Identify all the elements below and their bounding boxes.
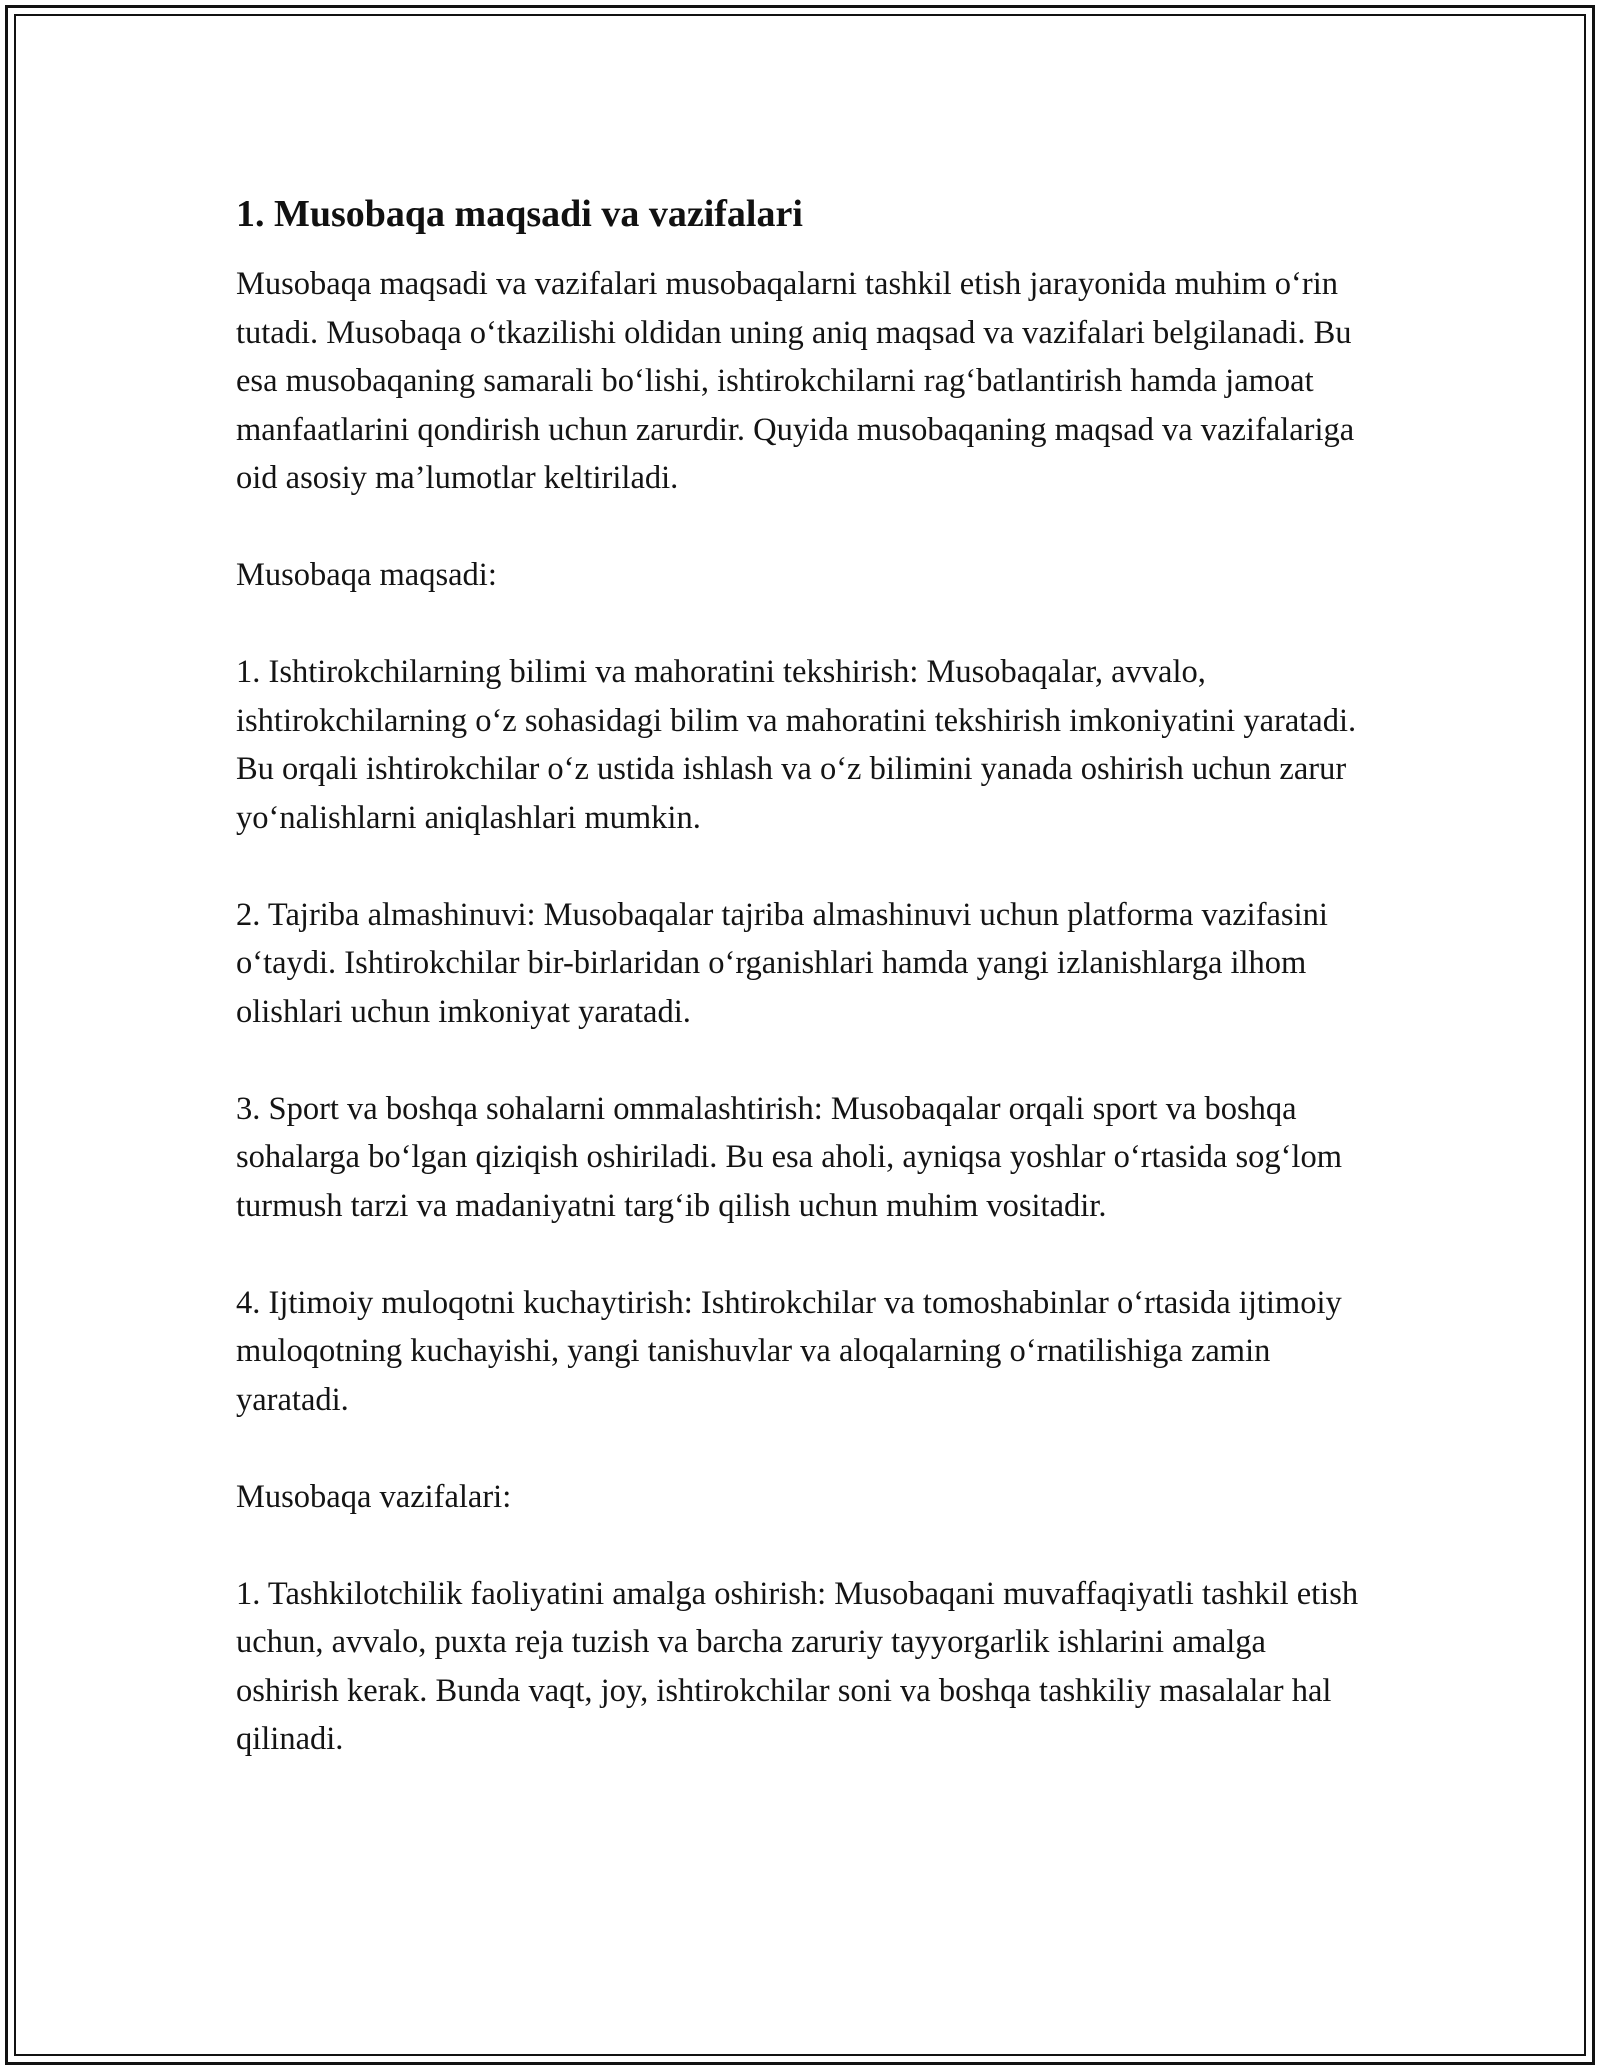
tasks-subheading: Musobaqa vazifalari: xyxy=(236,1478,512,1515)
goal-item-3: 3. Sport va boshqa sohalarni ommalashtirish: Musobaqalar orqali sport va boshqa sohalarga bo‘lgan qiziqish oshiriladi. Bu esa aholi, ayniqsa yoshlar o‘rtasida sog‘lom turmush tarzi va madaniyatni targ‘ib qilish uchun muhim vositadir. xyxy=(236,1090,1342,1224)
document-body xyxy=(236,188,1376,1812)
intro-paragraph: Musobaqa maqsadi va vazifalari musobaqalarni tashkil etish jarayonida muhim o‘rin tutadi. Musobaqa o‘tkazilishi oldidan uning aniq maqsad va vazifalari belgilanadi. Bu esa musobaqaning samarali bo‘lishi, ishtirokchilarni rag‘batlantirish hamda jamoat manfaatlarini qondirish uchun zarurdir. Quyida musobaqaning maqsad va vazifalariga oid asosiy ma’lumotlar keltiriladi. xyxy=(236,266,1355,496)
goal-item-1: 1. Ishtirokchilarning bilimi va mahoratini tekshirish: Musobaqalar, avvalo, ishtirokchilarning o‘z sohasidagi bilim va mahoratini tekshirish imkoniyatini yaratadi. Bu orqali ishtirokchilar o‘z ustida ishlash va o‘z bilimini yanada oshirish uchun zarur yo‘nalishlarni aniqlashlari mumkin. xyxy=(236,654,1357,836)
goals-subheading: Musobaqa maqsadi: xyxy=(236,557,497,593)
goal-item-4: 4. Ijtimoiy muloqotni kuchaytirish: Ishtirokchilar va tomoshabinlar o‘rtasida ijtimoiy muloqotning kuchayishi, yangi tanishuvlar va aloqalarning o‘rnatilishiga zamin yaratadi. xyxy=(236,1284,1342,1418)
task-item-1: 1. Tashkilotchilik faoliyatini amalga oshirish: Musobaqani muvaffaqiyatli tashkil etish uchun, avvalo, puxta reja tuzish va barcha zaruriy tayyorgarlik ishlarini amalga oshirish kerak. Bunda vaqt, joy, ishtirokchilar soni va boshqa tashkiliy masalalar hal qilinadi. xyxy=(236,1575,1359,1757)
goal-item-2: 2. Tajriba almashinuvi: Musobaqalar tajriba almashinuvi uchun platforma vazifasini o‘taydi. Ishtirokchilar bir-birlaridan o‘rganishlari hamda yangi izlanishlarga ilhom olishlari uchun imkoniyat yaratadi. xyxy=(236,896,1328,1030)
section-heading: 1. Musobaqa maqsadi va vazifalari xyxy=(236,193,803,235)
